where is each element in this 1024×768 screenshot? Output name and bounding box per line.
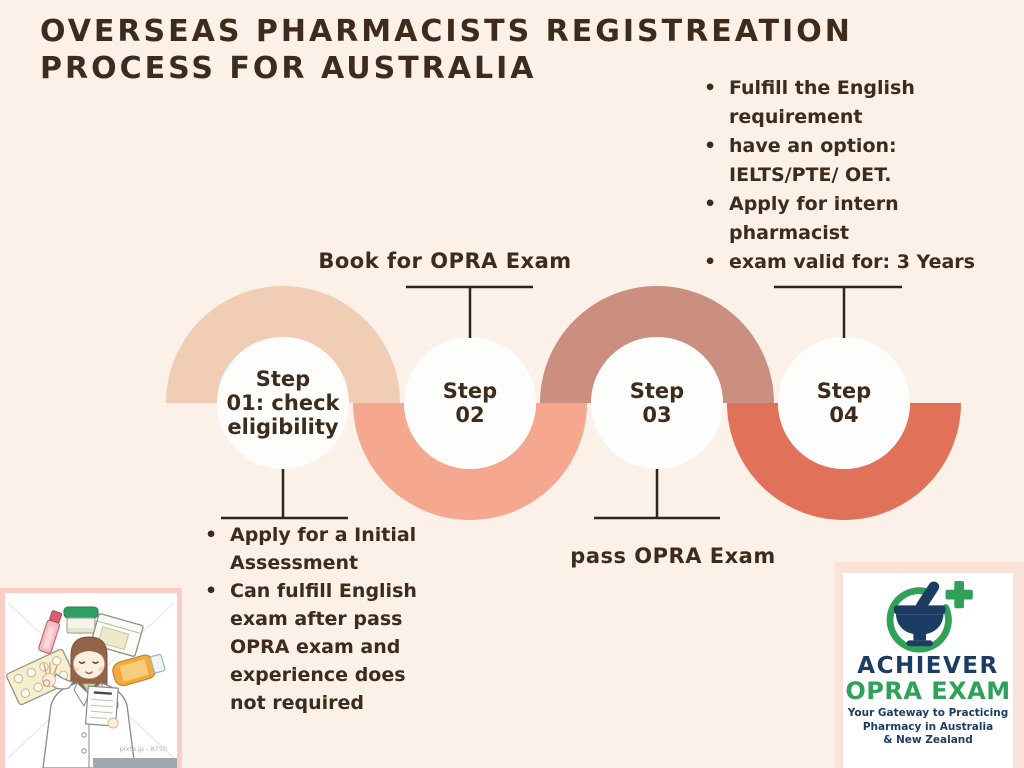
step1-connector bbox=[221, 469, 348, 518]
step4-label bbox=[774, 333, 914, 473]
step3-connector bbox=[594, 469, 720, 518]
step1-note-item: • Can fulfill English exam after pass OPRA exam and experience does not required bbox=[202, 577, 442, 717]
step2-line2: 02 bbox=[455, 403, 485, 427]
logo-card bbox=[843, 573, 1013, 768]
step2-connector bbox=[406, 287, 533, 338]
logo-brand-opra-exam: OPRA EXAM bbox=[845, 677, 1011, 705]
step4-line1: Step bbox=[816, 379, 872, 403]
medicine-tube-icon bbox=[38, 610, 63, 654]
pharmacist-illustration bbox=[5, 593, 177, 768]
step4-note-item: • have an option: IELTS/PTE/ OET. bbox=[701, 132, 993, 190]
step2-label bbox=[400, 333, 540, 473]
step4-note-item: • Apply for intern pharmacist bbox=[701, 190, 993, 248]
step4-notes-list bbox=[701, 74, 993, 277]
plus-icon bbox=[946, 581, 973, 608]
step1-line2: 01: check bbox=[226, 391, 340, 415]
medicine-jar-icon bbox=[64, 607, 98, 633]
step2-line1: Step bbox=[442, 379, 498, 403]
page-title-line1: OVERSEAS PHARMACISTS REGISTREATION bbox=[40, 14, 853, 49]
mortar-pestle-icon bbox=[878, 580, 978, 654]
illustration-frame bbox=[0, 588, 182, 768]
page-title-line2: PROCESS FOR AUSTRALIA bbox=[40, 51, 537, 86]
step4-line2: 04 bbox=[829, 403, 859, 427]
logo-tagline-line1: Your Gateway to Practicing bbox=[847, 707, 1009, 719]
step1-line3: eligibility bbox=[227, 415, 339, 439]
book-opra-exam-label: Book for OPRA Exam bbox=[318, 249, 572, 273]
step3-line2: 03 bbox=[642, 403, 672, 427]
stock-watermark-bar bbox=[93, 758, 177, 768]
logo-tagline-line3: & New Zealand bbox=[883, 734, 973, 746]
pharmacist-illustration-art bbox=[5, 593, 177, 768]
step4-connector bbox=[774, 287, 902, 338]
step1-label bbox=[213, 333, 353, 473]
medicine-bottle-icon bbox=[111, 651, 167, 688]
pass-opra-exam-label: pass OPRA Exam bbox=[570, 544, 776, 568]
step1-line1: Step bbox=[255, 367, 311, 391]
logo-brand-achiever: ACHIEVER bbox=[857, 653, 999, 679]
stock-watermark-text: pixta.jp - 8750 bbox=[119, 745, 167, 753]
logo-tagline bbox=[843, 707, 1013, 748]
step3-line1: Step bbox=[629, 379, 685, 403]
step4-note-item: • Fulfill the English requirement bbox=[701, 74, 993, 132]
step3-label bbox=[587, 333, 727, 473]
step4-note-item: • exam valid for: 3 Years bbox=[701, 248, 993, 277]
logo-tagline-line2: Pharmacy in Australia bbox=[862, 720, 994, 733]
logo-frame bbox=[835, 562, 1024, 768]
step1-notes-list bbox=[202, 521, 442, 717]
step1-note-item: • Apply for a Initial Assessment bbox=[202, 521, 442, 577]
